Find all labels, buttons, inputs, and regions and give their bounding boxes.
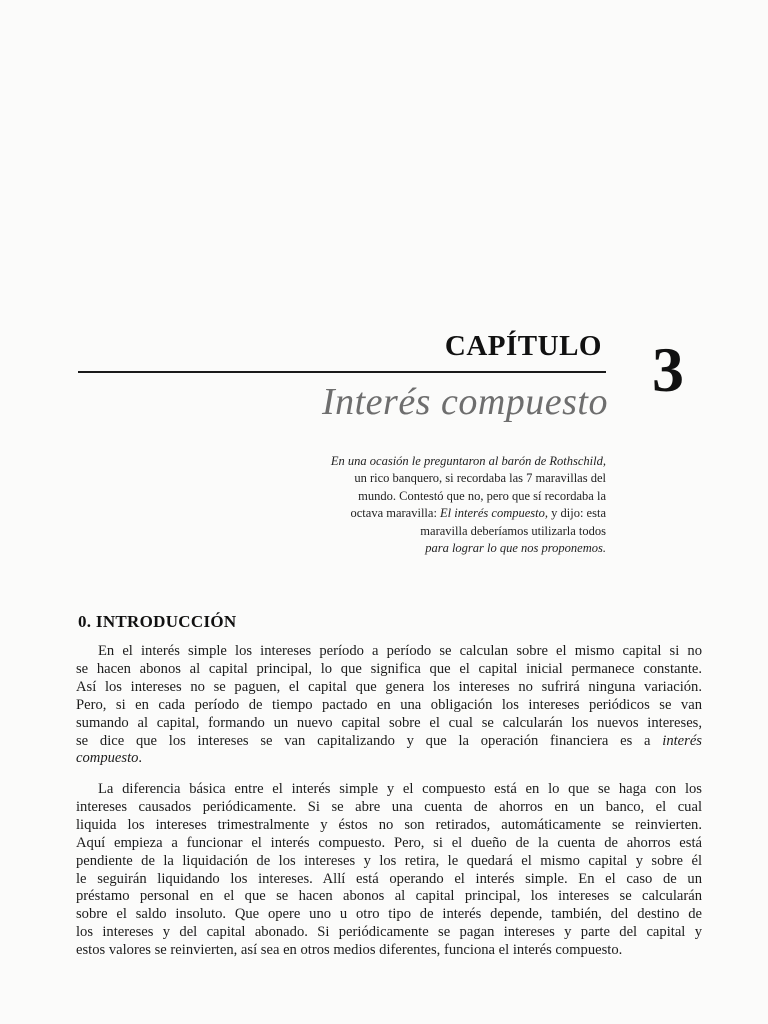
epigraph-line-mixed	[250, 505, 606, 522]
paragraph-introduction	[76, 643, 702, 768]
paragraph-italic: compuesto	[76, 750, 139, 767]
epigraph-text: octava maravilla:	[350, 506, 441, 521]
chapter-title: Interés compuesto	[321, 381, 608, 423]
paragraph-line: se hacen abonos al capital principal, lo que significa que el capital inicial permanece constante.	[76, 660, 702, 677]
epigraph-line: mundo. Contestó que no, pero que sí recordaba la	[358, 488, 606, 503]
epigraph-line: En una ocasión le preguntaron al barón de Rothschild,	[330, 454, 606, 468]
epigraph-line: un rico banquero, si recordaba las 7 maravillas del	[354, 471, 606, 486]
paragraph-line: intereses causados periódicamente. Si se abre una cuenta de ahorros en un banco, el cual	[76, 798, 702, 815]
epigraph-text: y dijo: esta	[548, 506, 606, 521]
paragraph-difference	[76, 781, 702, 960]
paragraph-text: .	[138, 750, 143, 767]
paragraph-line: préstamo personal en el que se hacen abonos al capital principal, los intereses se calcularán	[76, 888, 702, 905]
paragraph-line-mixed	[76, 733, 702, 751]
paragraph-line: En el interés simple los intereses período a período se calculan sobre el mismo capital si no	[98, 643, 702, 659]
epigraph-italic: El interés compuesto,	[440, 506, 549, 521]
chapter-rule	[78, 371, 606, 373]
paragraph-italic: interés	[662, 732, 702, 749]
paragraph-line: le seguirán liquidando los intereses. Allí está operando el interés simple. En el caso de un	[76, 870, 702, 887]
epigraph	[250, 453, 606, 557]
epigraph-line: para lograr lo que nos proponemos.	[425, 541, 606, 556]
paragraph-line-mixed	[76, 750, 702, 768]
section-heading: 0. INTRODUCCIÓN	[78, 612, 237, 631]
paragraph-line: La diferencia básica entre el interés simple y el compuesto está en lo que se haga con los	[98, 781, 702, 797]
paragraph-line: pendiente de la liquidación de los intereses y los retira, le quedará el mismo capital y sobre él	[76, 852, 702, 869]
paragraph-line: liquida los intereses trimestralmente y éstos no son retirados, automáticamente se reinvierten.	[76, 816, 702, 833]
paragraph-line: Así los intereses no se paguen, el capital que genera los intereses no sufrirá ninguna variación.	[76, 678, 702, 695]
paragraph-line: estos valores se reinvierten, así sea en otros medios diferentes, funciona el interés compuesto.	[76, 942, 623, 959]
paragraph-line: los intereses y del capital abonado. Si periódicamente se pagan intereses y parte del capital y	[76, 924, 702, 941]
paragraph-line: sobre el saldo insoluto. Que opere uno u otro tipo de interés depende, también, del destino de	[76, 906, 702, 923]
chapter-label: CAPÍTULO	[444, 330, 602, 362]
paragraph-line: Pero, si en cada período de tiempo pactado en una obligación los intereses periódicos se van	[76, 696, 702, 713]
chapter-number: 3	[652, 334, 684, 405]
epigraph-line: maravilla deberíamos utilizarla todos	[420, 523, 606, 538]
paragraph-text: se dice que los intereses se van capitalizando y que la operación financiera es a	[76, 732, 663, 749]
paragraph-line: sumando al capital, formando un nuevo capital sobre el cual se calcularán los nuevos intereses,	[76, 714, 702, 731]
paragraph-line: Aquí empieza a funcionar el interés compuesto. Pero, si el dueño de la cuenta de ahorros está	[76, 834, 702, 851]
